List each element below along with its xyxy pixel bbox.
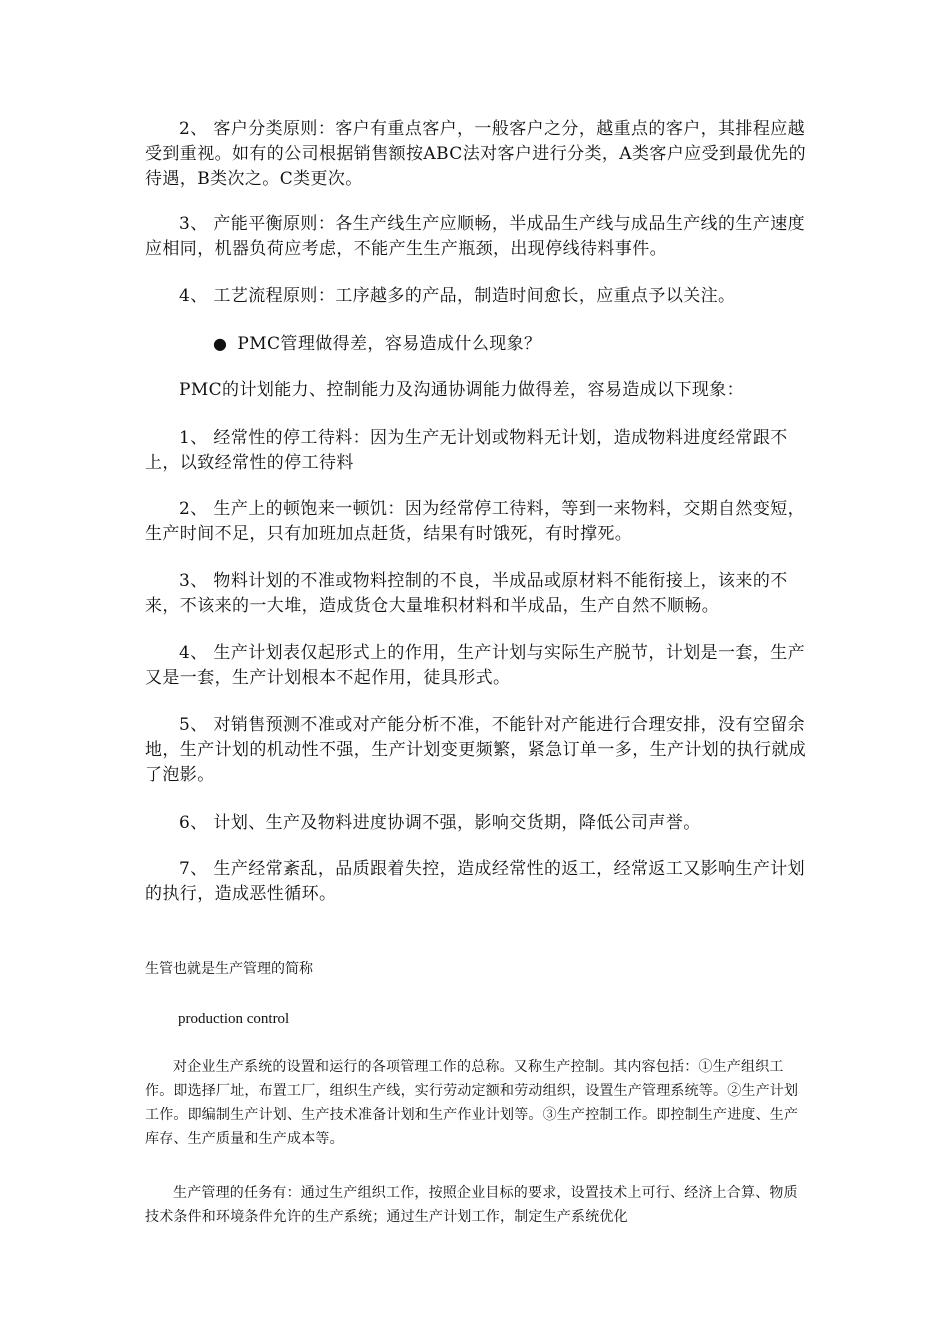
principle-process-flow: 4、 工艺流程原则：工序越多的产品，制造时间愈长，应重点予以关注。 [179, 286, 736, 306]
phenomenon-item-3: 3、 物料计划的不准或物料控制的不良，半成品或原材料不能衔接上，该来的不来，不该来的一大堆，造成货仓大量堆积材料和半成品，生产自然不顺畅。 [145, 571, 788, 616]
pmc-question-text: PMC管理做得差，容易造成什么现象？ [237, 334, 542, 354]
phenomenon-item-2: 2、 生产上的顿饱来一顿饥：因为经常停工待料，等到一来物料，交期自然变短，生产时间不足，只有加班加点赶货，结果有时饿死，有时撑死。 [145, 499, 806, 544]
phenomenon-item-4: 4、 生产计划表仅起形式上的作用，生产计划与实际生产脱节，计划是一套，生产又是一套，生产计划根本不起作用，徒具形式。 [145, 643, 806, 688]
definition-paragraph: 对企业生产系统的设置和运行的各项管理工作的总称。又称生产控制。其内容包括：①生产组织工作。即选择厂址，布置工厂，组织生产线，实行劳动定额和劳动组织，设置生产管理系统等。②生产计划工作。即编制生产计划、生产技术准备计划和生产作业计划等。③生产控制工作。即控制生产进度、生产库存、生产质量和生产成本等。 [145, 1059, 799, 1147]
phenomenon-item-7: 7、 生产经常紊乱，品质跟着失控，造成经常性的返工，经常返工又影响生产计划的执行，造成恶性循环。 [145, 859, 806, 904]
principle-capacity-balance: 3、 产能平衡原则：各生产线生产应顺畅，半成品生产线与成品生产线的生产速度应相同，机器负荷应考虑，不能产生生产瓶颈，出现停线待料事件。 [145, 214, 806, 259]
english-term: production control [178, 1011, 290, 1027]
pmc-question [145, 331, 810, 357]
bullet-icon: ● [213, 334, 228, 353]
phenomenon-item-5: 5、 对销售预测不准或对产能分析不准，不能针对产能进行合理安排，没有空留余地，生产计划的机动性不强，生产计划变更频繁，紧急订单一多，生产计划的执行就成了泡影。 [145, 715, 807, 785]
phenomenon-item-6: 6、 计划、生产及物料进度协调不强，影响交货期，降低公司声誉。 [179, 813, 701, 833]
tasks-paragraph: 生产管理的任务有：通过生产组织工作，按照企业目标的要求，设置技术上可行、经济上合算、物质技术条件和环境条件允许的生产系统；通过生产计划工作，制定生产系统优化 [145, 1185, 798, 1225]
pmc-intro: PMC的计划能力、控制能力及沟通协调能力做得差，容易造成以下现象： [179, 380, 745, 400]
phenomenon-item-1: 1、 经常性的停工待料：因为生产无计划或物料无计划，造成物料进度经常跟不上，以致经常性的停工待料 [145, 428, 788, 473]
section-heading: 生管也就是生产管理的简称 [145, 961, 313, 977]
principle-customer-classification: 2、 客户分类原则：客户有重点客户，一般客户之分，越重点的客户，其排程应越受到重视。如有的公司根据销售额按ABC法对客户进行分类，A类客户应受到最优先的待遇，B类次之。C类更次。 [145, 119, 806, 189]
